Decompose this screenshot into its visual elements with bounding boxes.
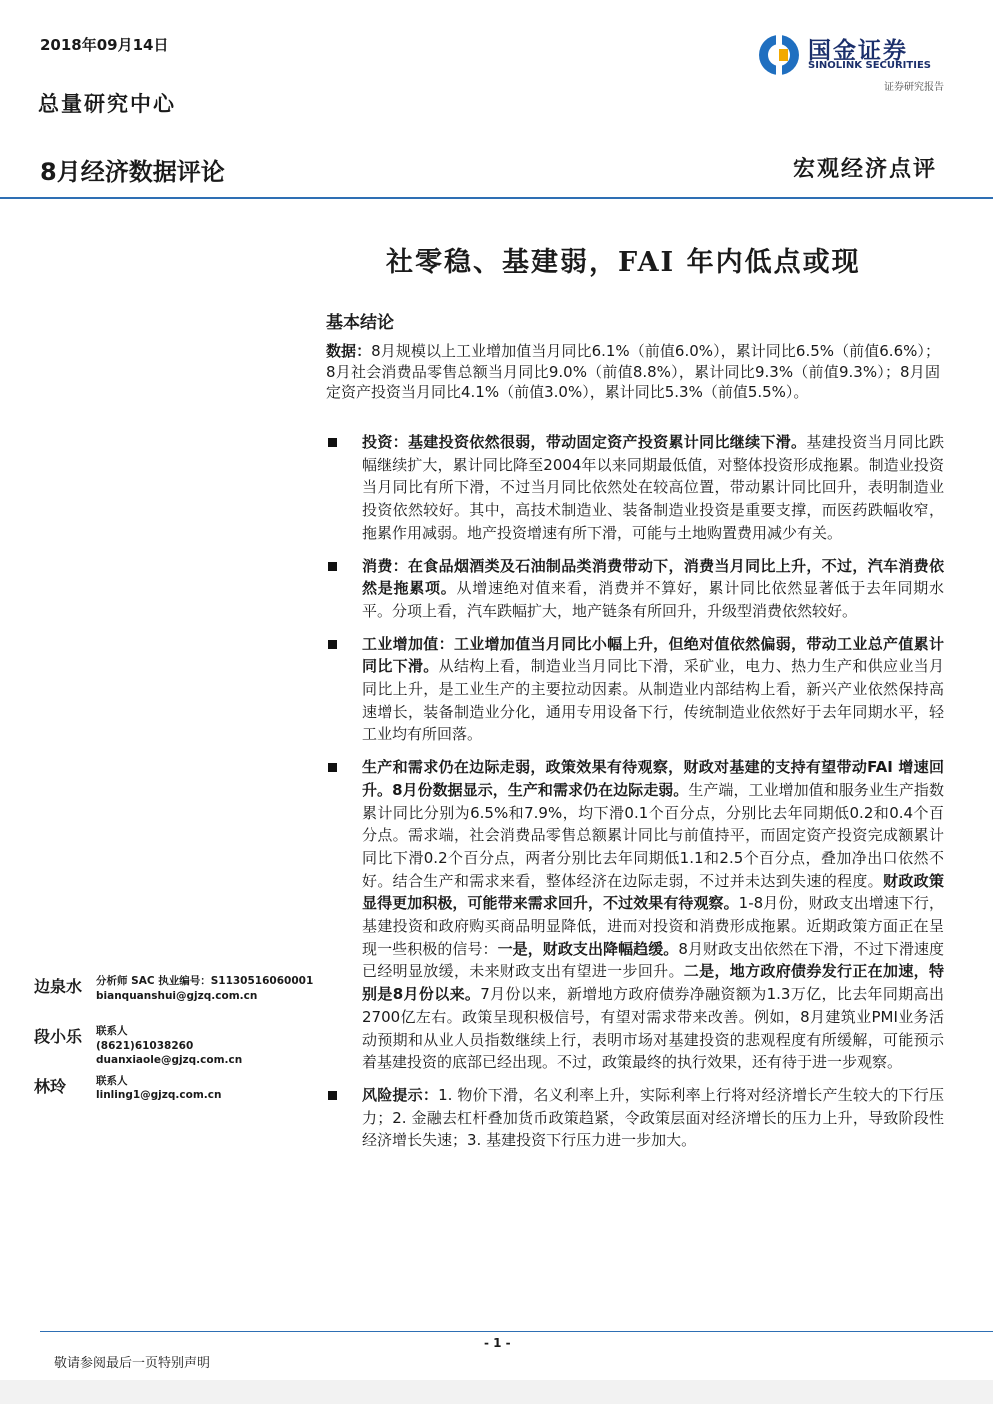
bullet-outlook xyxy=(326,756,944,1074)
analyst-email[interactable]: linling1@gjzq.com.cn xyxy=(96,1089,222,1101)
report-type: 宏观经济点评 xyxy=(792,156,937,182)
bullet-text-3: 8月财政支出依然在下滑，不过下滑速度已经明显放缓，未来财政支出有望进一步回升。 xyxy=(362,939,944,981)
logo-mark-icon xyxy=(756,32,802,78)
bullet-text-4: 7月份以来，新增地方政府债券净融资额为1.3万亿，比去年同期高出2700亿左右。政策呈现积极信号，有望对需求带来改善。例如，8月建筑业PMI业务活动预期和从业人员指数继续上行，表明市场对基建投资的悲观程度有所缓解，可能预示着基建投资的底部已经出现。不过，政策最终的执行效果，还有待于进一步观察。 xyxy=(362,985,944,1072)
bullet-square-icon xyxy=(328,763,337,772)
analyst-role: 联系人 xyxy=(96,1074,128,1087)
bullet-industrial xyxy=(326,633,944,747)
data-summary xyxy=(326,341,940,403)
analyst-role: 分析师 SAC 执业编号：S1130516060001 xyxy=(96,975,314,987)
report-date: 2018年09月14日 xyxy=(40,36,169,54)
bullet-lead: 工业增加值：工业增加值当月同比小幅上升，但绝对值依然偏弱，带动工业总产值累计同比下滑。 xyxy=(362,634,944,676)
analyst-role: 联系人 xyxy=(96,1025,128,1037)
footer-divider xyxy=(40,1331,993,1332)
analyst-name: 段小乐 xyxy=(34,1027,83,1046)
bullet-square-icon xyxy=(328,438,337,447)
bullet-lead: 消费：在食品烟酒类及石油制品类消费带动下，消费当月同比上升，不过，汽车消费依然是拖累项。 xyxy=(362,556,944,598)
company-logo xyxy=(756,30,946,92)
bullet-text-2: 1-8月份，财政支出增速下行，基建投资和政府购买商品明显降低，进而对投资和消费形成拖累。近期政策方面正在呈现一些积极的信号： xyxy=(362,894,944,958)
header-divider xyxy=(0,197,993,199)
analyst-email[interactable]: bianquanshui@gjzq.com.cn xyxy=(96,989,258,1002)
section-title: 基本结论 xyxy=(326,313,394,333)
bullet-risk xyxy=(326,1084,944,1152)
bullet-text: 从增速绝对值来看，消费并不算好，累计同比依然显著低于去年同期水平。分项上看，汽车跌幅扩大，地产链条有所回升，升级型消费依然较好。 xyxy=(362,579,944,620)
disclaimer: 敬请参阅最后一页特别声明 xyxy=(54,1356,211,1371)
logo-name-cn: 国金证券 xyxy=(808,38,908,64)
bullet-text: 从结构上看，制造业当月同比下滑，采矿业，电力、热力生产和供应业当月同比上升，是工业生产的主要拉动因素。从制造业内部结构上看，新兴产业依然保持高速增长，装备制造业分化，通用专用设备下行，传统制造业依然好于去年同期水平，轻工业均有所回落。 xyxy=(362,657,944,744)
conclusion-list xyxy=(326,431,944,1162)
bullet-lead: 风险提示： xyxy=(362,1085,439,1104)
bullet-lead-4: 二是，地方政府债券发行正在加速，特别是8月份以来。 xyxy=(362,962,944,1004)
report-title: 8月经济数据评论 xyxy=(40,158,225,186)
headline: 社零稳、基建弱，FAI 年内低点或现 xyxy=(386,247,861,278)
analyst-phone: (8621)61038260 xyxy=(96,1039,194,1052)
summary-text: 8月规模以上工业增加值当月同比6.1%（前值6.0%），累计同比6.5%（前值6.6%）；8月社会消费品零售总额当月同比9.0%（前值8.8%），累计同比9.3%（前值9.3%）；8月固定资产投资当月同比4.1%（前值3.0%），累计同比5.3%（前值5.5%）。 xyxy=(326,342,940,401)
analyst-entry xyxy=(34,974,314,1014)
bullet-square-icon xyxy=(328,1091,337,1100)
analyst-name: 边泉水 xyxy=(34,977,83,996)
page-number: - 1 - xyxy=(484,1336,511,1350)
bullet-investment xyxy=(326,431,944,545)
bullet-text: 1. 物价下滑，名义利率上升，实际利率上行将对经济增长产生较大的下行压力；2. 金融去杠杆叠加货币政策趋紧，令政策层面对经济增长的压力上升，导致阶段性经济增长失速；3. 基建投资下行压力进一步加大。 xyxy=(362,1085,944,1150)
analyst-name: 林玲 xyxy=(34,1076,67,1096)
bullet-lead: 生产和需求仍在边际走弱，政策效果有待观察，财政对基建的支持有望带动FAI 增速回升。8月份数据显示，生产和需求仍在边际走弱。 xyxy=(362,758,944,799)
summary-lead: 数据： xyxy=(326,342,372,360)
bullet-text: 基建投资当月同比跌幅继续扩大，累计同比降至2004年以来同期最低值，对整体投资形成拖累。制造业投资当月同比有所下滑，不过当月同比依然处在较高位置，带动累计同比回升，表明制造业投资依然较好。其中，高技术制造业、装备制造业投资是重要支撑，而医药跌幅收窄，拖累作用减弱。地产投资增速有所下滑，可能与土地购置费用减少有关。 xyxy=(362,433,944,542)
footer-band xyxy=(0,1380,993,1404)
analyst-email[interactable]: duanxiaole@gjzq.com.cn xyxy=(96,1054,243,1066)
bullet-lead-2: 财政政策显得更加积极，可能带来需求回升，不过效果有待观察。 xyxy=(362,871,944,913)
analyst-entry xyxy=(34,1074,314,1114)
bullet-lead-3: 一是，财政支出降幅趋缓。 xyxy=(497,939,679,958)
research-center: 总量研究中心 xyxy=(38,91,176,116)
bullet-lead: 投资：基建投资依然很弱，带动固定资产投资累计同比继续下滑。 xyxy=(362,433,807,451)
bullet-square-icon xyxy=(328,640,337,649)
bullet-consumption xyxy=(326,555,944,623)
bullet-text: 生产端，工业增加值和服务业生产指数累计同比分别为6.5%和7.9%，均下滑0.1个百分点，分别比去年同期低0.2和0.4个百分点。需求端，社会消费品零售总额累计同比与前值持平，而固定资产投资完成额累计同比下滑0.2个百分点，两者分别比去年同期低1.1和2.5个百分点，叠加净出口依然不好。结合生产和需求来看，整体经济在边际走弱，不过并未达到失速的程度。 xyxy=(362,780,944,890)
analyst-entry xyxy=(34,1024,314,1068)
report-category: 证券研究报告 xyxy=(884,82,944,93)
bullet-square-icon xyxy=(328,562,337,571)
logo-name-en: SINOLINK SECURITIES xyxy=(808,60,931,71)
analyst-list xyxy=(34,974,314,1120)
